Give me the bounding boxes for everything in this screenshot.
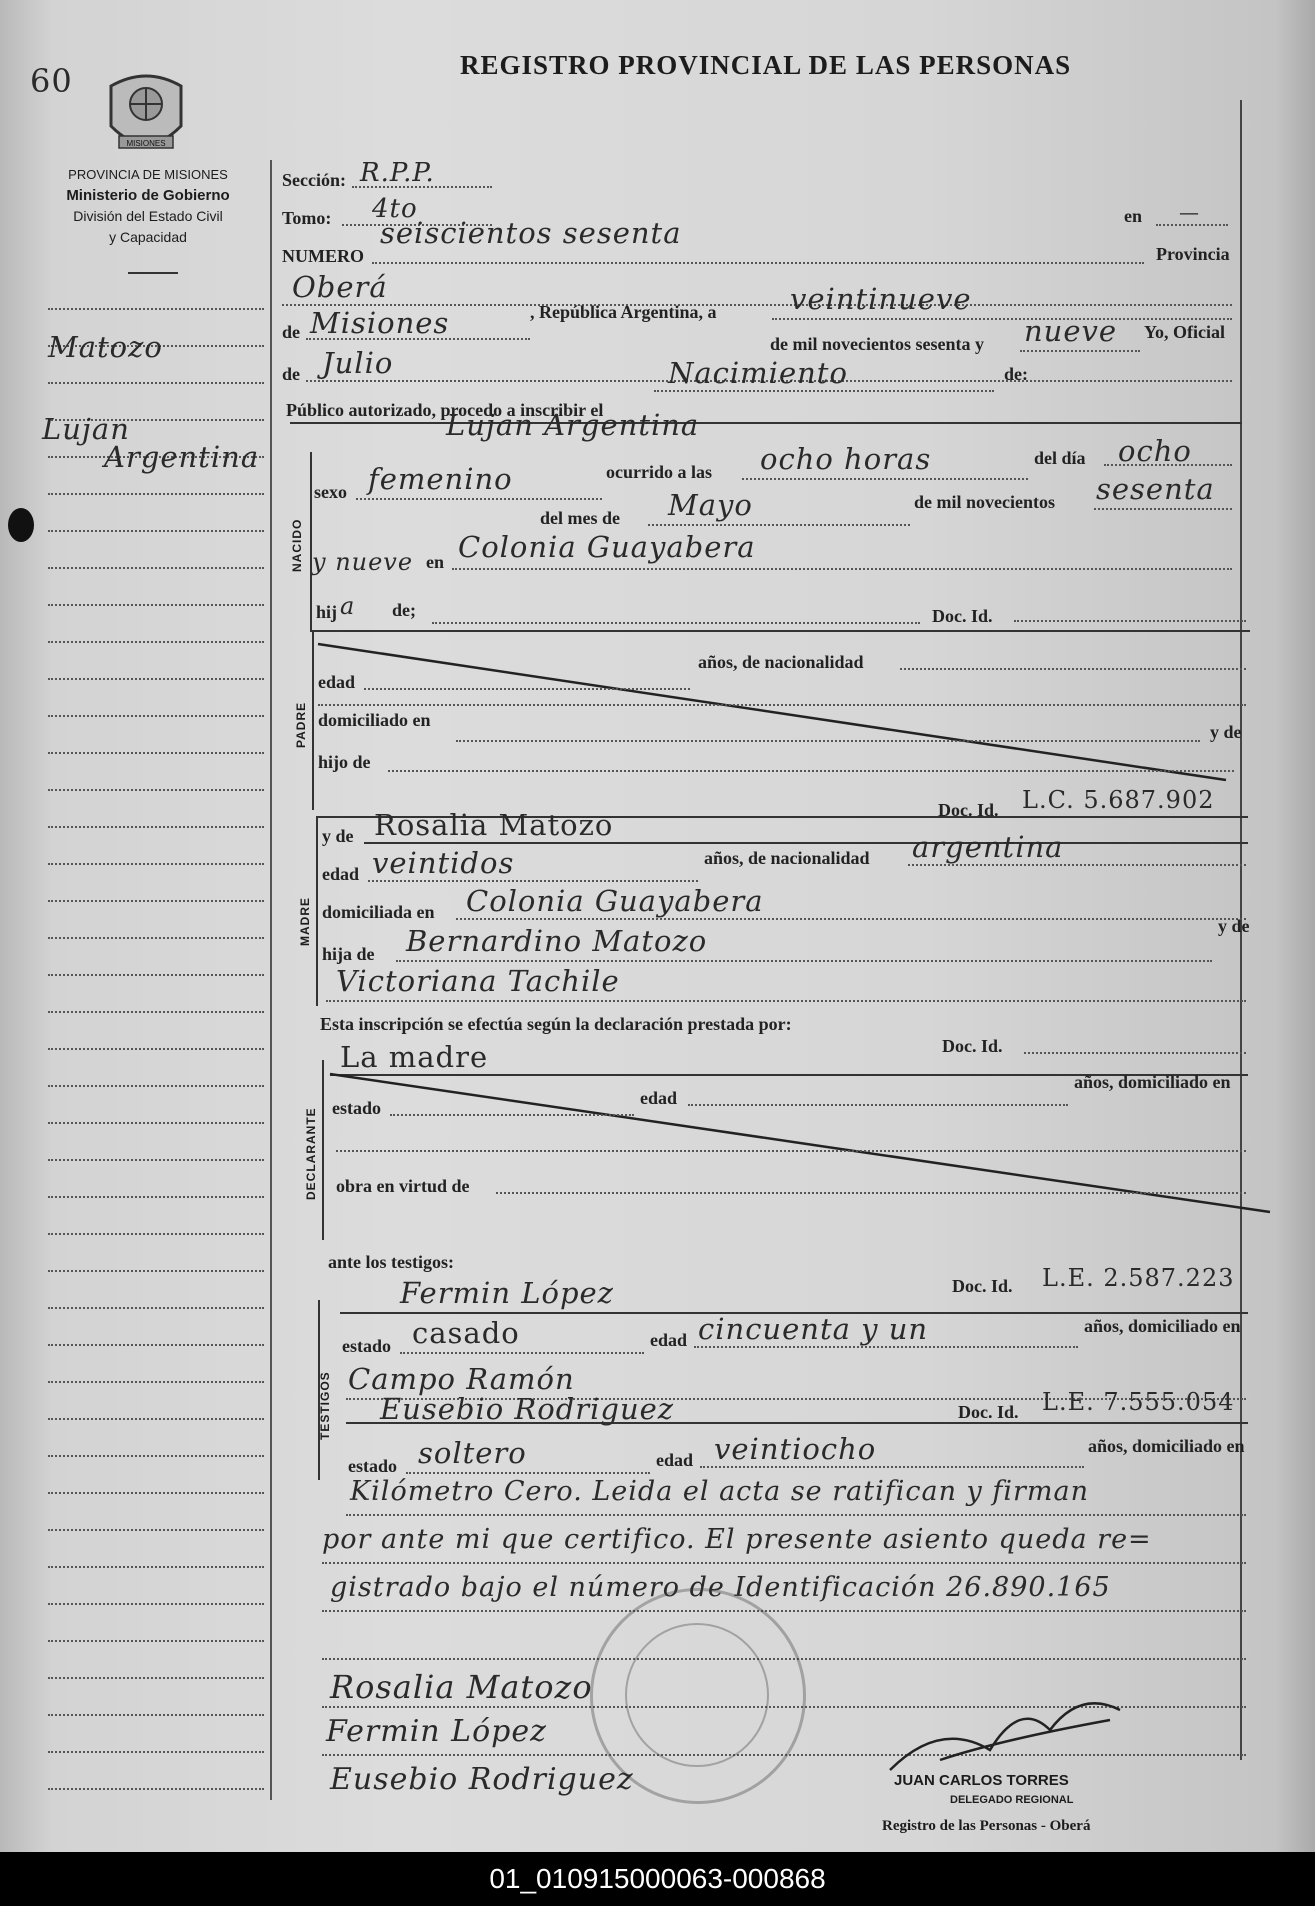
anio-nac-line [1094,508,1232,510]
margin-line [48,1233,264,1235]
testigo1-estado-value: casado [412,1316,520,1350]
madre-padre-value: Bernardino Matozo [406,924,708,958]
de-mil2-label: de mil novecientos [914,492,1055,512]
dia-value: ocho [1118,434,1192,468]
testigo1-name: Fermin López [400,1276,614,1310]
acto-line [654,390,994,392]
testigo1-edad-label: edad [650,1330,688,1350]
testigo2-estado-value: soltero [418,1436,527,1470]
doc-id-line-1 [1014,620,1246,622]
acto-value: Nacimiento [668,356,848,390]
margin-line [48,1788,264,1790]
hora-line [742,478,1028,480]
testigo1-dom-label: años, domiciliado en [1084,1316,1241,1336]
declarante-value: La madre [340,1040,489,1074]
padre-hijo-label: hijo de [318,752,371,772]
image-id-footer: 01_010915000063-000868 [0,1852,1315,1906]
madre-y-de2-label: y de [1218,916,1250,936]
margin-line [48,1492,264,1494]
margin-line [48,863,264,865]
capacity-line: y Capacidad [109,229,187,245]
testigo2-estado-line [406,1472,650,1474]
signature-mother: Rosalia Matozo [330,1668,593,1706]
margin-line [48,382,264,384]
margin-line [48,1603,264,1605]
tomo-label: Tomo: [282,208,332,228]
de-label: de [282,322,300,342]
sexo-line [356,498,602,500]
madre-dom-label: domiciliada en [322,902,435,922]
margin-surname: Matozo [48,330,163,364]
margin-line [48,789,264,791]
seccion-value: R.P.P. [360,158,435,188]
declarante-bracket [322,1060,324,1240]
margin-given-2: Argentina [104,440,260,474]
margin-line [48,974,264,976]
margin-line [48,1048,264,1050]
margin-line [48,1751,264,1753]
testigo2-name: Eusebio Rodriguez [380,1392,675,1426]
margin-line [48,678,264,680]
madre-bracket [316,816,318,1006]
del-mes-label: del mes de [540,508,620,528]
hora-value: ocho horas [760,442,932,476]
madre-doc-value: L.C. 5.687.902 [1022,786,1215,814]
de-mil-label: de mil novecientos sesenta y [770,334,984,354]
text-line-2 [322,1562,1246,1564]
provincia-value: Misiones [310,306,450,340]
declarante-doc-line [1024,1052,1246,1054]
yo-oficial-label: Yo, Oficial [1144,322,1225,342]
name-rule [290,422,1242,424]
misiones-crest-icon [105,66,187,162]
obra-label: obra en virtud de [336,1176,470,1196]
ante-testigos-label: ante los testigos: [328,1252,454,1272]
margin-line [48,1344,264,1346]
closing-text-1: Kilómetro Cero. Leida el acta se ratifican y firman [350,1476,1089,1507]
margin-line [48,1455,264,1457]
en-label: en [1124,206,1142,226]
margin-given-1: Lujan [42,412,130,446]
testigo1-estado-label: estado [342,1336,391,1356]
madre-madre-line [326,1000,1246,1002]
page-title: REGISTRO PROVINCIAL DE LAS PERSONAS [460,50,1072,80]
numero-line [372,262,1144,264]
margin-line [48,1381,264,1383]
en-value: — [1180,202,1198,222]
hija-line [432,622,920,624]
declarante-edad-line [688,1104,1068,1106]
nombre-value: Lujan Argentina [446,408,700,442]
padre-label: PADRE [294,701,308,748]
madre-name-rule [364,842,1248,844]
anio-nac2-value: y nueve [312,548,414,576]
seccion-label: Sección: [282,170,346,190]
margin-line [48,1640,264,1642]
declarante-estado-line [390,1114,634,1116]
testigo1-edad-line [694,1346,1078,1348]
signature-witness-1: Fermin López [326,1714,547,1749]
tomo-value: 4to [372,194,418,224]
anio-nac-value: sesenta [1096,472,1215,506]
dia-line [772,318,1232,320]
province-line: PROVINCIA DE MISIONES [68,167,228,182]
numero-value: seiscientos sesenta [380,216,682,250]
padre-edad-label: edad [318,672,356,692]
madre-edad-value: veintidos [372,846,515,880]
madre-doc-label: Doc. Id. [938,800,999,820]
declarante-estado-label: estado [332,1098,381,1118]
ocurrido-label: ocurrido a las [606,462,712,482]
nacido-bracket [310,452,312,630]
margin-line [48,1011,264,1013]
text-line-3 [322,1610,1246,1612]
testigos-label: TESTIGOS [318,1371,332,1440]
margin-line [48,752,264,754]
column-divider [270,160,272,1800]
margin-line [48,1677,264,1679]
crest-label: MISIONES [126,139,166,148]
en-line [1156,224,1228,226]
dia-letra-value: veintinueve [790,282,972,316]
padre-hijo-line [388,770,1234,772]
margin-line [48,1159,264,1161]
margin-line [48,1418,264,1420]
margin-line [48,826,264,828]
testigo1-doc-label: Doc. Id. [952,1276,1013,1296]
madre-label: MADRE [298,897,312,946]
sexo-label: sexo [314,482,347,502]
testigo2-doc-label: Doc. Id. [958,1402,1019,1422]
declarante-doc-label: Doc. Id. [942,1036,1003,1056]
testigo1-dom-value: Campo Ramón [348,1362,575,1396]
margin-line [48,1122,264,1124]
sexo-value: femenino [368,462,513,496]
madre-y-de-label: y de [322,826,354,846]
margin-line [48,530,264,532]
testigo2-edad-label: edad [656,1450,694,1470]
margin-line [48,1566,264,1568]
padre-y-de-label: y de [1210,722,1242,742]
de-mes-label: de [282,364,300,384]
provincia-label: Provincia [1156,244,1230,264]
padre-edad-line [364,688,690,690]
testigo2-edad-value: veintiocho [714,1432,877,1466]
republica-label: , República Argentina, a [530,302,717,322]
closing-text-3: gistrado bajo el número de Identificación 26.890.165 [330,1572,1111,1603]
officer-office: Registro de las Personas - Oberá [882,1818,1091,1834]
mes-value: Julio [322,346,394,380]
lugar-nac-value: Colonia Guayabera [458,530,756,564]
margin-line [48,641,264,643]
margin-line [48,1085,264,1087]
madre-edad-label: edad [322,864,360,884]
margin-line [48,1307,264,1309]
margin-line [48,715,264,717]
sidebar-header [28,164,268,248]
nacido-label: NACIDO [290,518,304,572]
declarante-edad-label: edad [640,1088,678,1108]
padre-extra-line [318,704,1246,706]
testigo2-dom-label: años, domiciliado en [1088,1436,1245,1456]
padre-dom-line [456,740,1200,742]
hija-label: hij [316,602,338,622]
text-line-1 [346,1514,1246,1516]
margin-line [48,937,264,939]
margin-line [48,604,264,606]
madre-nombre-value: Rosalia Matozo [374,808,614,842]
madre-hija-line [396,960,1212,962]
publico-label: Público autorizado, procedo a inscribir el [286,400,604,420]
testigo1-edad-value: cincuenta y un [698,1312,929,1346]
folio-number: 60 [30,62,73,100]
de-colon-label: de: [1004,364,1028,384]
binder-hole [8,508,34,542]
madre-dom-line [456,918,1246,920]
padre-top-rule [310,630,1250,632]
testigo2-edad-line [700,1466,1084,1468]
margin-line [48,1270,264,1272]
madre-nac-line [908,864,1246,866]
declarante-dom-label: años, domiciliado en [1074,1072,1231,1092]
testigo1-doc-value: L.E. 2.587.223 [1042,1264,1235,1292]
ministry-line: Ministerio de Gobierno [66,187,230,204]
madre-nac-value: argentina [912,830,1064,864]
en-nac-label: en [426,552,444,572]
declarante-extra-line [336,1150,1246,1152]
madre-dom-value: Colonia Guayabera [466,884,764,918]
padre-nac-label: años, de nacionalidad [698,652,864,672]
testigo2-doc-value: L.E. 7.555.054 [1042,1388,1235,1416]
signature-witness-2: Eusebio Rodriguez [330,1762,634,1797]
madre-madre-value: Victoriana Tachile [336,964,620,998]
sidebar-divider [128,272,178,274]
margin-line [48,900,264,902]
margin-line [48,493,264,495]
anio-value: nueve [1024,314,1118,348]
hija-suffix: a [340,592,356,620]
lugar-value: Oberá [292,270,388,304]
official-seal-inner [625,1623,769,1767]
numero-label: NUMERO [282,246,364,266]
mes-nac-line [648,524,910,526]
officer-name: JUAN CARLOS TORRES [894,1772,1069,1789]
margin-line [48,567,264,569]
padre-dom-label: domiciliado en [318,710,431,730]
madre-hija-label: hija de [322,944,375,964]
hija-de-label: de; [392,600,416,620]
padre-nac-line [900,668,1246,670]
testigo2-estado-label: estado [348,1456,397,1476]
anio-line [1020,350,1140,352]
obra-line [496,1192,1246,1194]
division-line: División del Estado Civil [73,208,223,224]
declarante-label: DECLARANTE [304,1107,318,1200]
doc-id-label-1: Doc. Id. [932,606,993,626]
closing-text-2: por ante mi que certifico. El presente asiento queda re= [322,1524,1152,1555]
mes-nac-value: Mayo [668,488,753,522]
margin-line [48,308,264,310]
margin-line [48,1714,264,1716]
margin-line [48,1529,264,1531]
madre-nac-label: años, de nacionalidad [704,848,870,868]
officer-role: DELEGADO REGIONAL [950,1794,1074,1806]
declaracion-text: Esta inscripción se efectúa según la declaración prestada por: [320,1014,792,1034]
lugar-nac-line [452,568,1232,570]
margin-line [48,1196,264,1198]
testigo1-estado-line [400,1352,644,1354]
del-dia-label: del día [1034,448,1086,468]
madre-edad-line [368,880,698,882]
